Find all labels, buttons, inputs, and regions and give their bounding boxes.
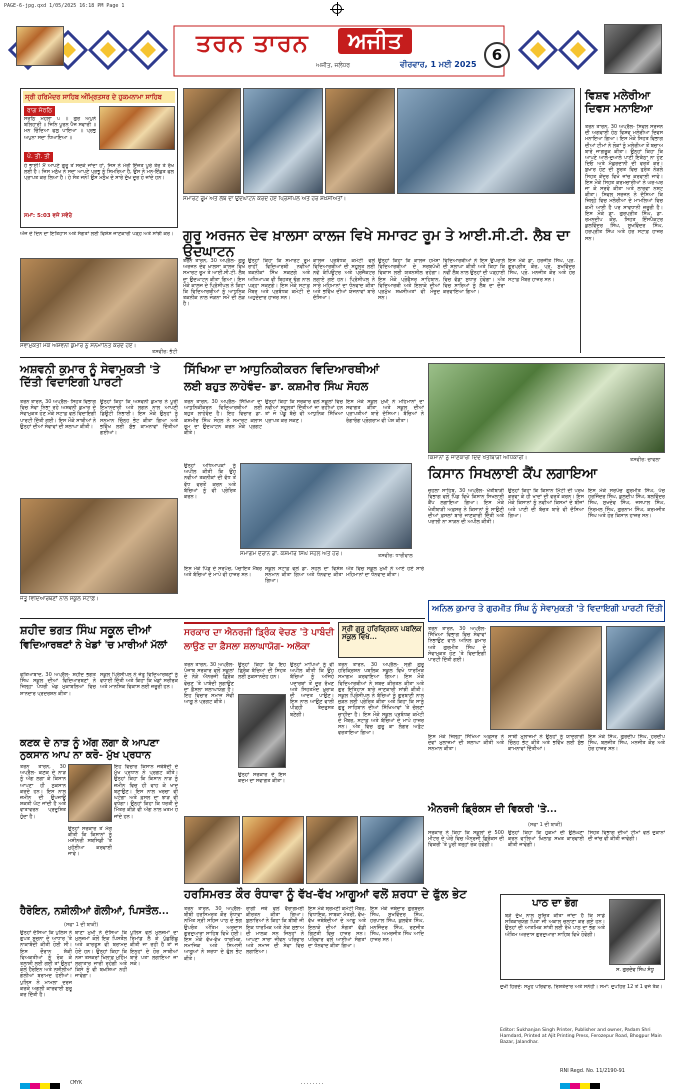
story-3-headline-1: ਸਿੱਖਿਆ ਦਾ ਆਧੁਨਿਕੀਕਰਨ ਵਿਦਿਆਰਥੀਆਂ bbox=[184, 362, 380, 376]
left-box-note: ਅੱਜ ਦੇ ਦਿਨ ਦਾ ਇਤਿਹਾਸ ਅਤੇ ਸੰਗਤਾਂ ਲਈ ਵਿਸ਼ੇਸ਼ ਜਾਣਕਾਰੀ ਪੜ੍ਹੋ ਅਤੇ ਸਾਂਝੀ ਕਰੋ। bbox=[20, 231, 174, 237]
story-10-headline: ਐਨਰਜੀ ਡ੍ਰਿੰਕਸ ਦੀ ਵਿਕਰੀ 'ਤੇ... bbox=[428, 804, 557, 815]
section-divider bbox=[20, 357, 665, 358]
story-5-headline-2: ਵਿਦਿਆਰਥਣਾਂ ਨੇ ਖੇਡਾਂ 'ਚ ਮਾਰੀਆਂ ਮੱਲਾਂ bbox=[20, 640, 167, 651]
activist-portrait bbox=[238, 694, 286, 768]
president-portrait bbox=[68, 764, 112, 822]
story-6-col-1: ਤਰਨ ਤਾਰਨ, 30 ਅਪ੍ਰੈਲ- ਸਿੱਖਿਆ ਵਿਭਾਗ ਵਿਚ ਸੇਵਾਵਾਂ ਨਿਭਾਉਣ ਵਾਲੇ ਅਨਿਲ ਕੁਮਾਰ ਅਤੇ ਗੁਰਮੀਤ ਸਿੰਘ ਦੇ ਸੇਵਾਮੁਕਤ ਹੋਣ 'ਤੇ ਵਿਦਾਇਗੀ ਪਾਰਟੀ ਦਿੱਤੀ ਗਈ। bbox=[428, 626, 486, 664]
brand-ajit: ਅਜੀਤ bbox=[338, 28, 412, 54]
side-column-headline: ਵਿਸ਼ਵ ਮਲੇਰੀਆ ਦਿਵਸ ਮਨਾਇਆ bbox=[585, 89, 653, 115]
story-6-col-2: ਇਸ ਮੌਕੇ ਜ਼ਿਲ੍ਹਾ ਸਿੱਖਿਆ ਅਫ਼ਸਰ ਨੇ ਦੋਵਾਂ ਮੁਲਾਜ਼ਮਾਂ ਦੀ ਸ਼ਲਾਘਾ ਕੀਤੀ ਅਤੇ ਸਨਮਾਨ ਕੀਤਾ। bbox=[428, 734, 504, 753]
inauguration-photo-1 bbox=[183, 88, 241, 194]
story-1-col-4: ਉਨ੍ਹਾਂ ਕਿਹਾ ਕਿ ਕਾਲਜ ਹਮੇਸ਼ਾ ਵਿਦਿਆਰਥੀਆਂ ਦੇ ਸਰਬਪੱਖੀ ਵਿਕਾਸ ਲਈ ਯਤਨਸ਼ੀਲ ਰਹੇਗਾ। ਇਸ ਮੌਕੇ ਪ੍ਰੋਫੈਸਰ ਸਾਹਿਬਾਨ, ਵਿਦਿਆਰਥੀ ਅਤੇ ਇਲਾਕੇ ਦੀਆਂ ਪ੍ਰਮੁੱਖ ਸ਼ਖ਼ਸੀਅਤਾਂ ਵੀ ਮੌਜੂਦ ਸਨ। bbox=[378, 258, 440, 302]
story-7-col-1: ਤਰਨ ਤਾਰਨ, 30 ਅਪ੍ਰੈਲ- ਪੰਜਾਬ ਸਰਕਾਰ ਵਲੋਂ ਸਕੂਲਾਂ ਦੇ ਨੇੜੇ ਐਨਰਜੀ ਡ੍ਰਿੰਕ ਵੇਚਣ 'ਤੇ ਪਾਬੰਦੀ ਲਗਾਉਣ ਦਾ ਫ਼ੈਸਲਾ ਸ਼ਲਾਘਾਯੋਗ ਹੈ। ਇਹ ਵਿਚਾਰ ਸਮਾਜ ਸੇਵੀ ਆਗੂ ਨੇ ਪ੍ਰਗਟ ਕੀਤੇ। bbox=[184, 662, 234, 706]
darbar-sahib-photo bbox=[99, 106, 175, 150]
tribute-photo-3 bbox=[306, 816, 358, 884]
inauguration-photo-3 bbox=[325, 88, 395, 194]
inauguration-photo-4 bbox=[397, 88, 575, 194]
story-7-headline-2: ਲਾਉਣ ਦਾ ਫ਼ੈਸਲਾ ਸ਼ਲਾਘਾਯੋਗ- ਅਲੋਕਾ bbox=[184, 642, 310, 652]
story-6-headline: ਅਨਿਲ ਕੁਮਾਰ ਤੇ ਗੁਰਮੀਤ ਸਿੰਘ ਨੂੰ ਸੇਵਾਮੁਕਤੀ 'ਤੇ ਵਿਦਾਇਗੀ ਪਾਰਟੀ ਦਿੱਤੀ bbox=[432, 604, 663, 614]
story-12-col-1: ਤਰਨ ਤਾਰਨ, 30 ਅਪ੍ਰੈਲ- ਬੀਬੀ ਹਰਸਿਮਰਤ ਕੌਰ ਰੰਧਾਵਾ ਨਮਿੱਤ ਸ੍ਰੀ ਸਹਿਜ ਪਾਠ ਦੇ ਭੋਗ ਉਪਰੰਤ ਅੰਤਿਮ ਅਰਦਾਸ ਗੁਰਦੁਆਰਾ ਸਾਹਿਬ ਵਿਖੇ ਹੋਈ। ਇਸ ਮੌਕੇ ਵੱਖ-ਵੱਖ ਧਾਰਮਿਕ, ਸਮਾਜਿਕ ਅਤੇ ਸਿਆਸੀ ਆਗੂਆਂ ਨੇ ਸ਼ਰਧਾ ਦੇ ਫੁੱਲ ਭੇਟ ਕੀਤੇ। bbox=[184, 906, 242, 962]
story-10-continuation: (ਸਫਾ 1 ਦੀ ਬਾਕੀ) bbox=[528, 822, 563, 828]
color-swatch bbox=[50, 1083, 60, 1089]
meaning-label: ਪੰ. ਤੀ. ਤੀ bbox=[24, 152, 53, 162]
story-11-continuation: (ਸਫਾ 1 ਦੀ ਬਾਕੀ) bbox=[64, 922, 99, 928]
story-8-text: ਤਰਨ ਤਾਰਨ, 30 ਅਪ੍ਰੈਲ- ਸ੍ਰੀ ਗੁਰੂ ਹਰਿਕ੍ਰਿਸ਼ਨ ਪਬਲਿਕ ਸਕੂਲ ਵਿਖੇ ਧਾਰਮਿਕ ਸਮਾਗਮ ਕਰਵਾਇਆ ਗਿਆ। ਇਸ ਮੌਕੇ ਵਿਦਿਆਰਥੀਆਂ ਨੇ ਸ਼ਬਦ ਕੀਰਤਨ ਕੀਤਾ ਅਤੇ ਗੁਰ ਇਤਿਹਾਸ ਬਾਰੇ ਜਾਣਕਾਰੀ ਸਾਂਝੀ ਕੀਤੀ। ਸਕੂਲ ਪ੍ਰਿੰਸੀਪਲ ਨੇ ਬੱਚਿਆਂ ਨੂੰ ਗੁਰਬਾਣੀ ਨਾਲ ਜੁੜਨ ਲਈ ਪ੍ਰੇਰਿਤ ਕੀਤਾ ਅਤੇ ਕਿਹਾ ਕਿ ਸਾਨੂੰ ਗੁਰੂ ਸਾਹਿਬਾਨ ਦੀਆਂ ਸਿੱਖਿਆਵਾਂ 'ਤੇ ਚੱਲਣਾ ਚਾਹੀਦਾ ਹੈ। ਇਸ ਮੌਕੇ ਸਕੂਲ ਪ੍ਰਬੰਧਕ ਕਮੇਟੀ ਦੇ ਮੈਂਬਰ, ਸਟਾਫ਼ ਅਤੇ ਬੱਚਿਆਂ ਦੇ ਮਾਪੇ ਹਾਜ਼ਰ ਸਨ। ਅੰਤ ਵਿਚ ਗੁਰੂ ਕਾ ਲੰਗਰ ਅਤੁੱਟ ਵਰਤਾਇਆ ਗਿਆ। bbox=[338, 662, 424, 737]
story-7-headline-1: ਸਰਕਾਰ ਦਾ ਐਨਰਜੀ ਡ੍ਰਿੰਕ ਵੇਚਣ 'ਤੇ ਪਾਬੰਦੀ bbox=[184, 628, 334, 638]
brand-city-name: ਤਰਨ ਤਾਰਨ bbox=[196, 28, 309, 57]
story-12-col-2: ਰਾਗੀ ਜਥੇ ਵਲੋਂ ਵੈਰਾਗਮਈ ਕੀਰਤਨ ਕੀਤਾ ਗਿਆ। ਬੁਲਾਰਿਆਂ ਨੇ ਕਿਹਾ ਕਿ ਬੀਬੀ ਜੀ ਇਕ ਧਾਰਮਿਕ ਅਤੇ ਨੇਕ ਸੁਭਾਅ ਦੀ ਮਾਲਕ ਸਨ ਜਿਨ੍ਹਾਂ ਨੇ ਆਪਣਾ ਸਾਰਾ ਜੀਵਨ ਪਰਿਵਾਰ ਅਤੇ ਸਮਾਜ ਦੀ ਸੇਵਾ ਵਿਚ ਲਗਾਇਆ। bbox=[246, 906, 304, 956]
story-11-headline: ਹੈਰੋਇਨ, ਨਸ਼ੀਲੀਆਂ ਗੋਲੀਆਂ, ਪਿਸਤੌਲ... bbox=[20, 906, 169, 917]
inauguration-caption: ਸਮਾਰਟ ਰੂਮ ਅਤੇ ਲੈਬ ਦਾ ਉਦਘਾਟਨ ਕਰਦੇ ਹੋਏ ਪ੍ਰਿੰਸੀਪਲ ਅਤੇ ਹੋਰ ਸ਼ਖ਼ਸੀਅਤਾਂ। bbox=[183, 196, 347, 202]
hukamnama-title: ਸ੍ਰੀ ਹਰਿਮੰਦਰ ਸਾਹਿਬ ਅੰਮ੍ਰਿਤਸਰ ਦੇ ਹੁਕਮਨਾਮਾ ਸਾਹਿਬ bbox=[23, 91, 175, 103]
path-da-bhog-ad bbox=[500, 894, 665, 980]
color-swatch bbox=[560, 1083, 570, 1089]
press-slug: PAGE-6-jpg.qxd 1/05/2025 16:18 PM Page 1 bbox=[4, 3, 125, 9]
story-8-headline: ਸ੍ਰੀ ਗੁਰੂ ਹਰਿਕ੍ਰਿਸ਼ਨ ਪਬਲਿਕ ਸਕੂਲ ਵਿਖੇ... bbox=[342, 624, 422, 642]
story-1-headline: ਗੁਰੂ ਅਰਜਨ ਦੇਵ ਖ਼ਾਲਸਾ ਕਾਲਜ ਵਿਖੇ ਸਮਾਰਟ ਰੂਮ ਤੇ ਆਈ.ਸੀ.ਟੀ. ਲੈਬ ਦਾ ਉਦਘਾਟਨ bbox=[183, 228, 570, 261]
story-9-headline: ਕਣਕ ਦੇ ਨਾੜ ਨੂੰ ਅੱਗ ਲਗਾ ਕੇ ਆਪਣਾ ਨੁਕਸਾਨ ਆਪ ਨਾ ਕਰੋ- ਮੁੱਖ ਪ੍ਰਧਾਨ bbox=[20, 738, 159, 761]
smart-class-photo bbox=[240, 463, 412, 549]
story-10-col-3: ਸਿਹਤ ਵਿਭਾਗ ਦੀਆਂ ਟੀਮਾਂ ਵਲੋਂ ਦੁਕਾਨਾਂ ਦੀ ਜਾਂਚ ਵੀ ਕੀਤੀ ਜਾਵੇਗੀ। bbox=[588, 830, 665, 843]
tribute-photo-2 bbox=[242, 816, 304, 884]
golden-temple-thumbnail bbox=[16, 26, 64, 66]
smart-class-caption: ਸਮਾਗਮ ਦੌਰਾਨ ਡਾ. ਕਸ਼ਮੀਰ ਸਿੰਘ ਸੋਹਲ ਅਤੇ ਹੋਰ। bbox=[240, 551, 343, 557]
story-7-col-4: ਉਨ੍ਹਾਂ ਸਰਕਾਰ ਦੇ ਇਸ ਕਦਮ ਦਾ ਸਵਾਗਤ ਕੀਤਾ। bbox=[238, 772, 286, 785]
story-9-col-3: ਉਨ੍ਹਾਂ ਸਰਕਾਰ ਤੋਂ ਮੰਗ ਕੀਤੀ ਕਿ ਕਿਸਾਨਾਂ ਨੂੰ ਮਸ਼ੀਨਰੀ ਸਬਸਿਡੀ 'ਤੇ ਮੁਹੱਈਆ ਕਰਵਾਈ ਜਾਵੇ। bbox=[68, 826, 112, 857]
story-1-col-6: ਇਸ ਮੌਕੇ ਡਾ. ਹਰਜੀਤ ਸਿੰਘ, ਪ੍ਰੋ. ਗੁਰਪ੍ਰੀਤ ਕੌਰ, ਪ੍ਰੋ. ਸੁਖਵਿੰਦਰ ਸਿੰਘ, ਪ੍ਰੋ. ਮਨਜੀਤ ਕੌਰ ਅਤੇ ਹੋਰ ਸਟਾਫ਼ ਮੈਂਬਰ ਹਾਜ਼ਰ ਸਨ। bbox=[508, 258, 575, 283]
masthead-date: ਵੀਰਵਾਰ, 1 ਮਈ 2025 bbox=[400, 60, 477, 69]
story-1-col-5: ਵਿਦਿਆਰਥੀਆਂ ਨੇ ਇਸ ਉਪਰਾਲੇ ਦੀ ਸ਼ਲਾਘਾ ਕੀਤੀ ਅਤੇ ਕਿਹਾ ਕਿ ਨਵੀਂ ਲੈਬ ਨਾਲ ਉਨ੍ਹਾਂ ਦੀ ਪੜ੍ਹਾਈ ਵਿਚ ਵੱਡਾ ਸੁਧਾਰ ਹੋਵੇਗਾ। ਅੰਤ ਵਿਚ ਸਾਰਿਆਂ ਨੂੰ ਲੈਬ ਦਾ ਦੌਰਾ ਕਰਵਾਇਆ ਗਿਆ। bbox=[443, 258, 505, 296]
press-imprint: Editor: Sukhanjan Singh Printer, Publisher and owner, Padam Shri Hamdard, Printed at Ajit Printing Press, Ferozepur Road, Bhogpur Main Bazar, Jalandhar. bbox=[500, 1028, 662, 1045]
story-11-col-1: ਉਨ੍ਹਾਂ ਦੱਸਿਆ ਕਿ ਪੁਲਿਸ ਨੇ ਗੁਪਤ ਸੂਚਨਾ ਦੇ ਆਧਾਰ 'ਤੇ ਨਾਕਾਬੰਦੀ ਕੀਤੀ ਹੋਈ ਸੀ। ਇਸ ਦੌਰਾਨ ਸ਼ੱਕੀ ਵਿਅਕਤੀਆਂ ਨੂੰ ਰੋਕ ਕੇ ਤਲਾਸ਼ੀ ਲਈ ਗਈ ਤਾਂ ਉਨ੍ਹਾਂ ਕੋਲੋਂ ਹੈਰੋਇਨ ਅਤੇ ਨਸ਼ੀਲੀਆਂ ਗੋਲੀਆਂ ਬਰਾਮਦ ਹੋਈਆਂ। ਪੁਲਿਸ ਨੇ ਮਾਮਲਾ ਦਰਜ ਕਰਕੇ ਅਗਲੀ ਕਾਰਵਾਈ ਸ਼ੁਰੂ ਕਰ ਦਿੱਤੀ ਹੈ। bbox=[20, 930, 72, 999]
color-calibration-bar-right bbox=[560, 1078, 600, 1089]
tribute-photo-1 bbox=[184, 816, 240, 884]
story-5-headline-1: ਸ਼ਹੀਦ ਭਗਤ ਸਿੰਘ ਸਕੂਲ ਦੀਆਂ bbox=[20, 623, 152, 637]
ad-portrait bbox=[609, 899, 661, 965]
tribute-photo-4 bbox=[360, 816, 424, 884]
story-3-col-5: ਇਸ ਮੌਕੇ ਪਿੰਡ ਦੇ ਸਰਪੰਚ, ਪੰਚਾਇਤ ਮੈਂਬਰ ਅਤੇ ਬੱਚਿਆਂ ਦੇ ਮਾਪੇ ਵੀ ਹਾਜ਼ਰ ਸਨ। bbox=[184, 566, 262, 579]
masthead-tagline: ਅਜੀਤ, ਜਲੰਧਰ bbox=[316, 62, 351, 69]
hukamnama-footer: ਸਮਾਂ: 5:03 ਵਜੇ ਸਵੇਰੇ bbox=[24, 213, 73, 219]
story-9-col-1: ਤਰਨ ਤਾਰਨ, 30 ਅਪ੍ਰੈਲ- ਕਣਕ ਦੇ ਨਾੜ ਨੂੰ ਅੱਗ ਲਗਾ ਕੇ ਕਿਸਾਨ ਆਪਣਾ ਹੀ ਨੁਕਸਾਨ ਕਰਦੇ ਹਨ। ਇਸ ਨਾਲ ਜ਼ਮੀਨ ਦੀ ਉਪਜਾਊ ਸ਼ਕਤੀ ਘੱਟ ਜਾਂਦੀ ਹੈ ਅਤੇ ਵਾਤਾਵਰਨ ਪ੍ਰਦੂਸ਼ਿਤ ਹੁੰਦਾ ਹੈ। bbox=[20, 764, 66, 820]
color-swatch bbox=[30, 1083, 40, 1089]
color-swatch bbox=[590, 1083, 600, 1089]
ad-title: ਪਾਠ ਦਾ ਭੋਗ bbox=[532, 898, 578, 909]
story-6-col-4: ਇਸ ਮੌਕੇ ਸਿੰਘ, ਗੁਰਦੀਪ ਸਿੰਘ, ਹਰਦੀਪ ਸਿੰਘ, ਬਲਜੀਤ ਸਿੰਘ, ਮਨਜੀਤ ਕੌਰ ਅਤੇ ਹੋਰ ਹਾਜ਼ਰ ਸਨ। bbox=[588, 734, 665, 753]
farmer-camp-caption: ਕਿਸਾਨਾਂ ਨੂੰ ਜਾਣਕਾਰੀ ਦਿੰਦੇ ਖੇਤੀਬਾੜੀ ਅਧਿਕਾਰੀ। bbox=[428, 455, 528, 461]
farewell-photo bbox=[490, 626, 602, 730]
color-swatch bbox=[20, 1083, 30, 1089]
school-students-photo bbox=[20, 498, 178, 594]
ad-text: ਬੜੇ ਦੁੱਖ ਨਾਲ ਸੂਚਿਤ ਕੀਤਾ ਜਾਂਦਾ ਹੈ ਕਿ ਸਾਡੇ ਸਤਿਕਾਰਯੋਗ ਪਿਤਾ ਜੀ ਅਕਾਲ ਚਲਾਣਾ ਕਰ ਗਏ ਹਨ। ਉਨ੍ਹਾਂ ਦੀ ਆਤਮਿਕ ਸ਼ਾਂਤੀ ਲਈ ਰੱਖੇ ਪਾਠ ਦਾ ਭੋਗ ਅਤੇ ਅੰਤਿਮ ਅਰਦਾਸ ਗੁਰਦੁਆਰਾ ਸਾਹਿਬ ਵਿਖੇ ਹੋਵੇਗੀ। bbox=[505, 913, 605, 938]
story-7-col-2: ਉਨ੍ਹਾਂ ਕਿਹਾ ਕਿ ਇਹ ਡ੍ਰਿੰਕ ਬੱਚਿਆਂ ਦੀ ਸਿਹਤ ਲਈ ਨੁਕਸਾਨਦੇਹ ਹਨ। bbox=[238, 662, 286, 681]
story-11-col-2: ਥਾਣਾ ਮੁਖੀ ਨੇ ਦੱਸਿਆ ਕਿ ਮੁਲਜ਼ਮਾਂ ਕੋਲੋਂ ਇਕ ਪਿਸਤੌਲ ਅਤੇ ਕਾਰਤੂਸ ਵੀ ਬਰਾਮਦ ਹੋਏ ਹਨ। ਉਨ੍ਹਾਂ ਕਿਹਾ ਕਿ ਨਸ਼ਾ ਤਸਕਰਾਂ ਖ਼ਿਲਾਫ਼ ਮੁਹਿੰਮ ਲਗਾਤਾਰ ਜਾਰੀ ਰਹੇਗੀ ਅਤੇ ਕਿਸੇ ਨੂੰ ਵੀ ਬਖ਼ਸ਼ਿਆ ਨਹੀਂ ਜਾਵੇਗਾ। bbox=[75, 930, 127, 980]
story-4-headline: ਕਿਸਾਨ ਸਿਖਲਾਈ ਕੈਂਪ ਲਗਾਇਆ bbox=[428, 466, 598, 482]
story-11-col-3: ਪੁਲਿਸ ਵਲੋਂ ਮੁਲਜ਼ਮਾਂ ਦਾ ਰਿਮਾਂਡ ਲੈ ਕੇ ਪੁੱਛਗਿੱਛ ਕੀਤੀ ਜਾ ਰਹੀ ਹੈ ਤਾਂ ਜੋ ਇਨ੍ਹਾਂ ਦੇ ਹੋਰ ਸਾਥੀਆਂ ਬਾਰੇ ਪਤਾ ਲਗਾਇਆ ਜਾ ਸਕੇ। bbox=[130, 930, 178, 968]
registration-mark-icon bbox=[332, 4, 342, 14]
story-7-col-3: ਉਨ੍ਹਾਂ ਮਾਪਿਆਂ ਨੂੰ ਵੀ ਅਪੀਲ ਕੀਤੀ ਕਿ ਉਹ ਬੱਚਿਆਂ ਨੂੰ ਅਜਿਹੇ ਪਦਾਰਥਾਂ ਤੋਂ ਦੂਰ ਰੱਖਣ ਅਤੇ ਸਿਹਤਮੰਦ ਖ਼ੁਰਾਕ ਦੀ ਆਦਤ ਪਾਉਣ। ਇਸ ਨਾਲ ਆਉਣ ਵਾਲੀ ਪੀੜ੍ਹੀ ਤੰਦਰੁਸਤ ਬਣੇਗੀ। bbox=[290, 662, 334, 718]
story-10-col-2: ਉਨ੍ਹਾਂ ਕਿਹਾ ਕਿ ਹੁਕਮਾਂ ਦੀ ਉਲੰਘਣਾ ਕਰਨ ਵਾਲਿਆਂ ਖ਼ਿਲਾਫ਼ ਸਖ਼ਤ ਕਾਰਵਾਈ ਕੀਤੀ ਜਾਵੇਗੀ। bbox=[508, 830, 584, 849]
story-2-headline: ਅਸ਼ਵਨੀ ਕੁਮਾਰ ਨੂੰ ਸੇਵਾਮੁਕਤੀ 'ਤੇ ਦਿੱਤੀ ਵਿਦਾਇਗੀ ਪਾਰਟੀ bbox=[20, 362, 160, 390]
story-4-col-3: ਇਸ ਮੌਕੇ ਸਰਪੰਚ ਗੁਰਮੀਤ ਸਿੰਘ, ਪੰਚ ਹਰਜਿੰਦਰ ਸਿੰਘ, ਕੁਲਦੀਪ ਸਿੰਘ, ਬਲਵਿੰਦਰ ਸਿੰਘ, ਸੁਖਦੇਵ ਸਿੰਘ, ਜਸਪਾਲ ਸਿੰਘ, ਨਿਰਮਲ ਸਿੰਘ, ਗੁਰਨਾਮ ਸਿੰਘ, ਕਰਮਜੀਤ ਸਿੰਘ ਅਤੇ ਹੋਰ ਕਿਸਾਨ ਹਾਜ਼ਰ ਸਨ। bbox=[588, 488, 665, 519]
story-3-col-6: ਸਕੂਲ ਸਟਾਫ਼ ਵਲੋਂ ਡਾ. ਸੋਹਲ ਦਾ ਵਿਸ਼ੇਸ਼ ਸਨਮਾਨ ਕੀਤਾ ਗਿਆ ਅਤੇ ਧੰਨਵਾਦ ਕੀਤਾ ਗਿਆ। bbox=[265, 566, 343, 585]
hukamnama-meaning: ਹੇ ਭਾਈ! ਮੈਂ ਆਪਣੇ ਗੁਰੂ ਤੋਂ ਸਦਕੇ ਜਾਂਦਾ ਹਾਂ, ਜਿਸ ਨੇ ਮੇਰੀ ਇੱਜ਼ਤ ਪੂਰੇ ਤੌਰ ਤੇ ਰੱਖ ਲਈ ਹੈ। ਜਿਸ ਮਨੁੱਖ ਨੇ ਸਦਾ ਆਪਣੇ ਪ੍ਰਭੂ ਨੂੰ ਸਿਮਰਿਆ ਹੈ, ਉਸ ਨੇ ਮਨ-ਇੱਛਤ ਫਲ ਪ੍ਰਾਪਤ ਕਰ ਲਿਆ ਹੈ। ਹੇ ਸੰਤ ਜਨੋ! ਉਸ ਮਨੁੱਖ ਦੇ ਸਾਰੇ ਦੁੱਖ ਦੂਰ ਹੋ ਜਾਂਦੇ ਹਨ। bbox=[24, 163, 174, 182]
ad-details: ਦੁਖੀ ਹਿਰਦੇ: ਸਮੂਹ ਪਰਿਵਾਰ, ਰਿਸ਼ਤੇਦਾਰ ਅਤੇ ਸਨੇਹੀ। ਸਮਾਂ: ਦੁਪਹਿਰ 12 ਤੋਂ 1 ਵਜੇ ਤੱਕ। bbox=[500, 984, 663, 990]
page-number: 6 bbox=[484, 42, 510, 68]
school-students-caption: ਜੇਤੂ ਵਿਦਿਆਰਥਣਾਂ ਨਾਲ ਸਕੂਲ ਸਟਾਫ਼। bbox=[20, 596, 99, 602]
hukamnama-text: ਸੋਰਠਿ ਮਹਲਾ ੫ ॥ ਗੁਰ ਅਪੁਨੇ ਬਲਿਹਾਰੀ ॥ ਜਿਨਿ ਪੂਰਨ ਪੈਜ ਸਵਾਰੀ ॥ ਮਨ ਚਿੰਦਿਆ ਫਲੁ ਪਾਇਆ ॥ ਪ੍ਰਭੁ ਅਪੁਨਾ ਸਦਾ ਧਿਆਇਆ ॥ bbox=[24, 116, 96, 141]
story-4-col-1: ਚੋਹਲਾ ਸਾਹਿਬ, 30 ਅਪ੍ਰੈਲ- ਖੇਤੀਬਾੜੀ ਵਿਭਾਗ ਵਲੋਂ ਪਿੰਡ ਵਿਖੇ ਕਿਸਾਨ ਸਿਖਲਾਈ ਕੈਂਪ ਲਗਾਇਆ ਗਿਆ। ਇਸ ਮੌਕੇ ਖੇਤੀਬਾੜੀ ਅਫ਼ਸਰ ਨੇ ਕਿਸਾਨਾਂ ਨੂੰ ਸਾਉਣੀ ਦੀਆਂ ਫ਼ਸਲਾਂ ਬਾਰੇ ਜਾਣਕਾਰੀ ਦਿੱਤੀ ਅਤੇ ਪਰਾਲੀ ਨਾ ਸਾੜਨ ਦੀ ਅਪੀਲ ਕੀਤੀ। bbox=[428, 488, 504, 526]
story-1-col-3: ਕਾਲਜ ਪ੍ਰਬੰਧਕ ਕਮੇਟੀ ਵਲੋਂ ਵਿਦਿਆਰਥੀਆਂ ਦੀ ਸਹੂਲਤ ਲਈ ਨਵੇਂ ਕੰਪਿਊਟਰ ਅਤੇ ਪ੍ਰੋਜੈਕਟਰ ਲਗਾਏ ਗਏ ਹਨ। ਪ੍ਰਿੰਸੀਪਲ ਨੇ ਸਾਰੇ ਮਹਿਮਾਨਾਂ ਦਾ ਧੰਨਵਾਦ ਕੀਤਾ ਅਤੇ ਭਵਿੱਖ ਦੀਆਂ ਯੋਜਨਾਵਾਂ ਬਾਰੇ ਦੱਸਿਆ। bbox=[313, 258, 375, 302]
story-5-col-1: ਫਤਿਆਬਾਦ, 30 ਅਪ੍ਰੈਲ- ਸ਼ਹੀਦ ਭਗਤ ਸਿੰਘ ਸਕੂਲ ਦੀਆਂ ਵਿਦਿਆਰਥਣਾਂ ਨੇ ਜ਼ਿਲ੍ਹਾ ਪੱਧਰੀ ਖੇਡ ਮੁਕਾਬਲਿਆਂ ਵਿਚ ਸ਼ਾਨਦਾਰ ਪ੍ਰਦਰਸ਼ਨ ਕੀਤਾ। bbox=[20, 672, 96, 697]
story-9-col-2: ਇਹ ਵਿਚਾਰ ਕਿਸਾਨ ਜਥੇਬੰਦੀ ਦੇ ਮੁੱਖ ਪ੍ਰਧਾਨ ਨੇ ਪ੍ਰਗਟ ਕੀਤੇ। ਉਨ੍ਹਾਂ ਕਿਹਾ ਕਿ ਕਿਸਾਨ ਨਾੜ ਨੂੰ ਜ਼ਮੀਨ ਵਿਚ ਹੀ ਵਾਹ ਕੇ ਖਾਦ ਬਣਾਉਣ। ਇਸ ਨਾਲ ਖਰਚਾ ਵੀ ਘਟੇਗਾ ਅਤੇ ਫ਼ਸਲ ਦਾ ਝਾੜ ਵੀ ਵਧੇਗਾ। ਉਨ੍ਹਾਂ ਕਿਹਾ ਕਿ ਧਰਤੀ ਦੇ ਮਿੱਤਰ ਕੀੜੇ ਵੀ ਅੱਗ ਨਾਲ ਖ਼ਤਮ ਹੋ ਜਾਂਦੇ ਹਨ। bbox=[114, 764, 178, 820]
retirement-party-photo bbox=[20, 258, 178, 342]
farmer-camp-credit: ਤਸਵੀਰ: ਚਾਵਲਾ bbox=[630, 457, 661, 463]
color-swatch bbox=[570, 1083, 580, 1089]
color-swatch bbox=[40, 1083, 50, 1089]
retirement-caption: ਸੇਵਾਮੁਕਤੀ ਮੌਕੇ ਅਸ਼ਵਨੀ ਕੁਮਾਰ ਨੂੰ ਸਨਮਾਨਿਤ ਕਰਦੇ ਹੋਏ। bbox=[20, 343, 137, 349]
story-3-col-2: ਉਨ੍ਹਾਂ ਕਿਹਾ ਕਿ ਸਰਕਾਰ ਵਲੋਂ ਸਕੂਲਾਂ ਵਿਚ ਨਵੀਆਂ ਸਹੂਲਤਾਂ ਦਿੱਤੀਆਂ ਜਾ ਰਹੀਆਂ ਹਨ ਤਾਂ ਜੋ ਪੇਂਡੂ ਬੱਚੇ ਵੀ ਆਧੁਨਿਕ ਸਿੱਖਿਆ ਪ੍ਰਾਪਤ ਕਰ ਸਕਣ। bbox=[265, 399, 343, 424]
story-1-col-1: ਤਰਨ ਤਾਰਨ, 30 ਅਪ੍ਰੈਲ- ਗੁਰੂ ਅਰਜਨ ਦੇਵ ਖ਼ਾਲਸਾ ਕਾਲਜ ਵਿਖੇ ਸਮਾਰਟ ਰੂਮ ਤੇ ਆਈ.ਸੀ.ਟੀ. ਲੈਬ ਦਾ ਉਦਘਾਟਨ ਕੀਤਾ ਗਿਆ। ਇਸ ਮੌਕੇ ਕਾਲਜ ਦੇ ਪ੍ਰਿੰਸੀਪਲ ਨੇ ਕਿਹਾ ਕਿ ਵਿਦਿਆਰਥੀਆਂ ਨੂੰ ਆਧੁਨਿਕ ਤਕਨੀਕ ਨਾਲ ਜੋੜਨਾ ਸਮੇਂ ਦੀ ਲੋੜ ਹੈ। bbox=[183, 258, 245, 308]
side-column-text: ਤਰਨ ਤਾਰਨ, 30 ਅਪ੍ਰੈਲ- ਸਿਵਲ ਸਰਜਨ ਦੀ ਅਗਵਾਈ ਹੇਠ ਵਿਸ਼ਵ ਮਲੇਰੀਆ ਦਿਵਸ ਮਨਾਇਆ ਗਿਆ। ਇਸ ਮੌਕੇ ਸਿਹਤ ਵਿਭਾਗ ਦੀਆਂ ਟੀਮਾਂ ਨੇ ਲੋਕਾਂ ਨੂੰ ਮਲੇਰੀਆ ਤੋਂ ਬਚਾਅ ਬਾਰੇ ਜਾਗਰੂਕ ਕੀਤਾ। ਉਨ੍ਹਾਂ ਕਿਹਾ ਕਿ ਆਪਣੇ ਆਲੇ-ਦੁਆਲੇ ਪਾਣੀ ਇਕੱਠਾ ਨਾ ਹੋਣ ਦਿਓ ਅਤੇ ਮੱਛਰਦਾਨੀ ਦੀ ਵਰਤੋਂ ਕਰੋ। ਬੁਖਾਰ ਹੋਣ ਦੀ ਸੂਰਤ ਵਿਚ ਤੁਰੰਤ ਨੇੜਲੇ ਸਿਹਤ ਕੇਂਦਰ ਵਿਖੇ ਜਾਂਚ ਕਰਵਾਈ ਜਾਵੇ। ਇਸ ਮੌਕੇ ਸਿਹਤ ਕਰਮਚਾਰੀਆਂ ਨੇ ਘਰ-ਘਰ ਜਾ ਕੇ ਸਰਵੇ ਕੀਤਾ ਅਤੇ ਲਾਰਵਾ ਨਸ਼ਟ ਕੀਤਾ। ਸਿਵਲ ਸਰਜਨ ਨੇ ਦੱਸਿਆ ਕਿ ਜ਼ਿਲ੍ਹੇ ਵਿਚ ਮਲੇਰੀਆ ਦੇ ਮਾਮਲਿਆਂ ਵਿਚ ਕਮੀ ਆਈ ਹੈ ਪਰ ਸਾਵਧਾਨੀ ਜ਼ਰੂਰੀ ਹੈ। ਇਸ ਮੌਕੇ ਡਾ. ਗੁਰਪ੍ਰੀਤ ਸਿੰਘ, ਡਾ. ਰਮਨਦੀਪ ਕੌਰ, ਸਿਹਤ ਇੰਸਪੈਕਟਰ ਕੁਲਵਿੰਦਰ ਸਿੰਘ, ਸੁਖਵਿੰਦਰ ਸਿੰਘ, ਹਰਪ੍ਰੀਤ ਸਿੰਘ ਅਤੇ ਹੋਰ ਸਟਾਫ਼ ਹਾਜ਼ਰ ਸਨ। bbox=[585, 124, 663, 242]
smart-class-credit: ਤਸਵੀਰ: ਧਾਰੀਵਾਲ bbox=[378, 553, 413, 559]
story-3-col-7: ਅੰਤ ਵਿਚ ਸਕੂਲ ਮੁਖੀ ਨੇ ਆਏ ਹੋਏ ਸਾਰੇ ਮਹਿਮਾਨਾਂ ਦਾ ਧੰਨਵਾਦ ਕੀਤਾ। bbox=[346, 566, 424, 579]
farewell-photo-2 bbox=[606, 626, 665, 730]
story-12-headline: ਹਰਸਿਮਰਤ ਕੌਰ ਰੰਧਾਵਾ ਨੂੰ ਵੱਖ-ਵੱਖ ਆਗੂਆਂ ਵਲੋਂ ਸ਼ਰਧਾ ਦੇ ਫੁੱਲ ਭੇਟ bbox=[184, 887, 467, 901]
farmer-camp-photo bbox=[428, 363, 665, 453]
story-3-headline-2: ਲਈ ਬਹੁਤ ਲਾਹੇਵੰਦ- ਡਾ. ਕਸ਼ਮੀਰ ਸਿੰਘ ਸੋਹਲ bbox=[184, 380, 369, 393]
story-7-rule bbox=[184, 622, 330, 624]
color-calibration-bar bbox=[20, 1078, 60, 1089]
story-2-col-1: ਤਰਨ ਤਾਰਨ, 30 ਅਪ੍ਰੈਲ- ਸਿਹਤ ਵਿਭਾਗ ਵਿਚ ਸੇਵਾ ਨਿਭਾ ਰਹੇ ਅਸ਼ਵਨੀ ਕੁਮਾਰ ਦੇ ਸੇਵਾਮੁਕਤ ਹੋਣ ਮੌਕੇ ਸਟਾਫ਼ ਵਲੋਂ ਵਿਦਾਇਗੀ ਪਾਰਟੀ ਦਿੱਤੀ ਗਈ। ਇਸ ਮੌਕੇ ਸਾਥੀਆਂ ਨੇ ਉਨ੍ਹਾਂ ਦੀਆਂ ਸੇਵਾਵਾਂ ਦੀ ਸ਼ਲਾਘਾ ਕੀਤੀ। bbox=[20, 399, 96, 430]
raag-label: ਰਾਗ ਸੋਰਠਿ bbox=[24, 106, 55, 116]
story-12-col-3: ਇਸ ਮੌਕੇ ਸ਼੍ਰੋਮਣੀ ਕਮੇਟੀ ਮੈਂਬਰ, ਵਿਧਾਇਕ, ਸਾਬਕਾ ਮੰਤਰੀ, ਵੱਖ-ਵੱਖ ਜਥੇਬੰਦੀਆਂ ਦੇ ਆਗੂ ਅਤੇ ਇਲਾਕੇ ਦੀਆਂ ਸੰਗਤਾਂ ਵੱਡੀ ਗਿਣਤੀ ਵਿਚ ਹਾਜ਼ਰ ਸਨ। ਪਰਿਵਾਰ ਵਲੋਂ ਆਈਆਂ ਸੰਗਤਾਂ ਦਾ ਧੰਨਵਾਦ ਕੀਤਾ ਗਿਆ। bbox=[308, 906, 366, 950]
building-thumbnail bbox=[604, 24, 662, 74]
story-10-col-1: ਸਰਕਾਰ ਨੇ ਕਿਹਾ ਕਿ ਸਕੂਲਾਂ ਦੇ 500 ਮੀਟਰ ਦੇ ਘੇਰੇ ਵਿਚ ਐਨਰਜੀ ਡ੍ਰਿੰਕਸ ਦੀ ਵਿਕਰੀ 'ਤੇ ਪੂਰੀ ਤਰ੍ਹਾਂ ਰੋਕ ਹੋਵੇਗੀ। bbox=[428, 830, 504, 849]
story-4-col-2: ਉਨ੍ਹਾਂ ਕਿਹਾ ਕਿ ਕਿਸਾਨ ਮਿੱਟੀ ਦੀ ਪਰਖ ਕਰਵਾ ਕੇ ਹੀ ਖਾਦਾਂ ਦੀ ਵਰਤੋਂ ਕਰਨ। ਇਸ ਮੌਕੇ ਕਿਸਾਨਾਂ ਨੂੰ ਨਵੀਆਂ ਕਿਸਮਾਂ ਦੇ ਬੀਜਾਂ ਅਤੇ ਪਾਣੀ ਦੀ ਬੱਚਤ ਬਾਰੇ ਵੀ ਦੱਸਿਆ ਗਿਆ। bbox=[508, 488, 584, 519]
story-2-col-2: ਉਨ੍ਹਾਂ ਕਿਹਾ ਕਿ ਅਸ਼ਵਨੀ ਕੁਮਾਰ ਨੇ ਪੂਰੀ ਇਮਾਨਦਾਰੀ ਅਤੇ ਲਗਨ ਨਾਲ ਆਪਣੀ ਡਿਊਟੀ ਨਿਭਾਈ। ਇਸ ਮੌਕੇ ਉਨ੍ਹਾਂ ਨੂੰ ਸਨਮਾਨ ਚਿੰਨ੍ਹ ਭੇਟ ਕੀਤਾ ਗਿਆ ਅਤੇ ਭਵਿੱਖ ਲਈ ਸ਼ੁੱਭ ਕਾਮਨਾਵਾਂ ਦਿੱਤੀਆਂ ਗਈਆਂ। bbox=[100, 399, 178, 437]
rni-number: RNI Regd. No. 11/2190-91 bbox=[560, 1068, 625, 1074]
color-swatch bbox=[580, 1083, 590, 1089]
story-12-col-4: ਇਸ ਮੌਕੇ ਜਥੇਦਾਰ ਗੁਰਬਚਨ ਸਿੰਘ, ਸੁਖਵਿੰਦਰ ਸਿੰਘ, ਹਰਪਾਲ ਸਿੰਘ, ਕੁਲਵੰਤ ਸਿੰਘ, ਮਨਜਿੰਦਰ ਸਿੰਘ, ਰਣਜੀਤ ਸਿੰਘ, ਅਮਰਜੀਤ ਸਿੰਘ ਆਦਿ ਹਾਜ਼ਰ ਸਨ। bbox=[370, 906, 424, 944]
story-5-col-2: ਸਕੂਲ ਪ੍ਰਿੰਸੀਪਲ ਨੇ ਜੇਤੂ ਵਿਦਿਆਰਥਣਾਂ ਨੂੰ ਵਧਾਈ ਦਿੱਤੀ ਅਤੇ ਕਿਹਾ ਕਿ ਖੇਡਾਂ ਸਰੀਰਕ ਅਤੇ ਮਾਨਸਿਕ ਵਿਕਾਸ ਲਈ ਜ਼ਰੂਰੀ ਹਨ। bbox=[100, 672, 178, 691]
story-3-col-1: ਤਰਨ ਤਾਰਨ, 30 ਅਪ੍ਰੈਲ- ਸਿੱਖਿਆ ਦਾ ਆਧੁਨਿਕੀਕਰਨ ਵਿਦਿਆਰਥੀਆਂ ਲਈ ਬਹੁਤ ਲਾਹੇਵੰਦ ਹੈ। ਇਹ ਵਿਚਾਰ ਡਾ. ਕਸ਼ਮੀਰ ਸਿੰਘ ਸੋਹਲ ਨੇ ਸਮਾਰਟ ਕਲਾਸ ਰੂਮ ਦਾ ਉਦਘਾਟਨ ਕਰਨ ਮੌਕੇ ਪ੍ਰਗਟ ਕੀਤੇ। bbox=[184, 399, 262, 437]
story-1-col-2: ਉਨ੍ਹਾਂ ਕਿਹਾ ਕਿ ਸਮਾਰਟ ਰੂਮ ਰਾਹੀਂ ਵਿਦਿਆਰਥੀ ਨਵੀਆਂ ਤਕਨੀਕਾਂ ਸਿੱਖ ਸਕਣਗੇ ਅਤੇ ਅਧਿਆਪਕ ਵੀ ਬਿਹਤਰ ਢੰਗ ਨਾਲ ਪੜ੍ਹਾ ਸਕਣਗੇ। ਇਸ ਮੌਕੇ ਸਟਾਫ਼ ਮੈਂਬਰ ਅਤੇ ਪ੍ਰਬੰਧਕ ਕਮੇਟੀ ਦੇ ਅਹੁਦੇਦਾਰ ਹਾਜ਼ਰ ਸਨ। bbox=[248, 258, 310, 302]
retirement-credit: ਤਸਵੀਰ: ਭੱਟੀ bbox=[152, 349, 178, 355]
story-6-col-3: ਸਾਥੀ ਮੁਲਾਜ਼ਮਾਂ ਨੇ ਉਨ੍ਹਾਂ ਨੂੰ ਯਾਦਗਾਰੀ ਚਿੰਨ੍ਹ ਭੇਟ ਕੀਤੇ ਅਤੇ ਭਵਿੱਖ ਲਈ ਸ਼ੁੱਭ ਕਾਮਨਾਵਾਂ ਦਿੱਤੀਆਂ। bbox=[508, 734, 584, 753]
story-3-col-3: ਇਸ ਮੌਕੇ ਸਕੂਲ ਮੁਖੀ ਨੇ ਮਹਿਮਾਨਾਂ ਦਾ ਸਵਾਗਤ ਕੀਤਾ ਅਤੇ ਸਕੂਲ ਦੀਆਂ ਪ੍ਰਾਪਤੀਆਂ ਬਾਰੇ ਦੱਸਿਆ। ਬੱਚਿਆਂ ਨੇ ਰੰਗਾਰੰਗ ਪ੍ਰੋਗਰਾਮ ਵੀ ਪੇਸ਼ ਕੀਤਾ। bbox=[346, 399, 424, 424]
bottom-slug-center: ........ bbox=[300, 1080, 325, 1086]
inauguration-photo-2 bbox=[243, 88, 323, 194]
story-3-col-4: ਉਨ੍ਹਾਂ ਅਧਿਆਪਕਾਂ ਨੂੰ ਅਪੀਲ ਕੀਤੀ ਕਿ ਉਹ ਨਵੀਆਂ ਤਕਨੀਕਾਂ ਦੀ ਵੱਧ ਤੋਂ ਵੱਧ ਵਰਤੋਂ ਕਰਨ ਅਤੇ ਬੱਚਿਆਂ ਨੂੰ ਵੀ ਪ੍ਰੇਰਿਤ ਕਰਨ। bbox=[184, 463, 236, 501]
bottom-slug-left: CMYK bbox=[70, 1080, 83, 1086]
ad-caption: ਸ. ਗੁਰਦੇਵ ਸਿੰਘ ਸੰਧੂ bbox=[616, 967, 654, 973]
hukamnama-box bbox=[20, 88, 178, 228]
section-divider-2 bbox=[20, 618, 425, 619]
